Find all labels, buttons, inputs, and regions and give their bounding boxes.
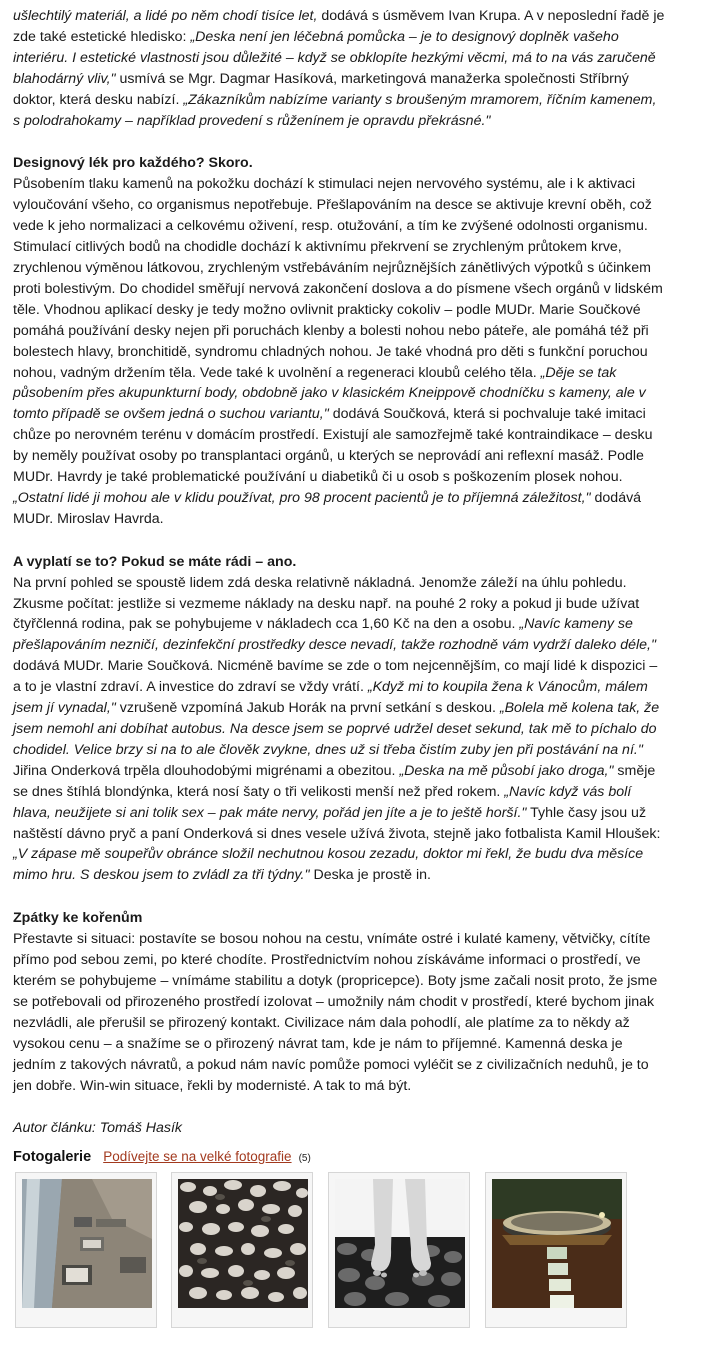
author-credit: Autor článku: Tomáš Hasík [13,1120,183,1137]
gallery-title: Fotogalerie [13,1149,92,1165]
intro-quote: „Zákazníkům nabízíme varianty s broušeným mramorem, říčním kamenem, s polodrahokamy – například provedení s růženínem je opravdu překrásné." [13,91,657,129]
paragraph-text: Tyhle časy jsou už naštěstí dávno pryč a paní Onderková si dnes vesele užívá života, stejně jako fotbalista Kamil Hloušek: [13,804,661,842]
section-paragraph [13,573,665,887]
paragraph-text: Deska je prostě in. [309,867,431,884]
section-heading: Designový lék pro každého? Skoro. [13,155,253,172]
paragraph-text: Jiřina Onderková trpěla dlouhodobými migrénami a obezitou. [13,762,400,779]
photo-bathroom-floor-icon [22,1179,152,1308]
intro-paragraph [13,6,665,131]
paragraph-quote: „Navíc kameny se přešlapováním nezničí, dezinfekční prostředky desce nevadí, takže rozhodně vám vydrží daleko déle," [13,616,657,654]
thumbnail-strip [13,1172,693,1328]
paragraph-quote: „Děje se tak působením přes akupunkturní body, obdobně jako v klasickém Kneippově chodníčku s kameny, ale v tomto případě se ovšem jedná o suchou variantu," [13,364,646,423]
intro-text: usmívá se Mgr. Dagmar Hasíková, marketingová manažerka společnosti Stříbrný doktor, která desku nabízí. [13,70,629,108]
paragraph-text: dodává MUDr. Marie Součková. Nicméně bavíme se zde o tom nejcennějším, co mají lidé k dispozici – a to je vlastní zdraví. A investice do zdraví se vždy vrátí. [13,658,658,696]
photo-feet-on-stones-icon [335,1179,465,1308]
section-heading: A vyplatí se to? Pokud se máte rádi – ano. [13,553,297,570]
paragraph-text: vzrušeně vzpomíná Jakub Horák na první setkání s deskou. [115,700,500,717]
paragraph-quote: „V zápase mě soupeřův obránce složil nechutnou kosou zezadu, doktor mi řekl, že budu dva měsíce mimo hru. S deskou jsem to zvládl za tři týdny." [13,846,644,884]
paragraph-text: Působením tlaku kamenů na pokožku dochází k stimulaci nejen nervového systému, ale i k aktivaci vyloučování všeho, co organismus nepotřebuje. Přešlapováním na desce se aktivuje krevní oběh, což vede k jeho normalizaci a celkovému oživení, resp. otužování, a tím ke zvýšené odolnosti organismu. Stimulací citlivých bodů na chodidle dochází k aktivnímu překrvení se zrychleným průtokem krve, zrychlenou výměnou látkovou, zrychleným vstřebáváním nejrůznějších zánětlivých výpotků s účinkem proti bolestivým. Do chodidel směřují nervová zakončení doslova a do písmene všech orgánů v lidském těle. Vhodnou aplikací desky je tedy možno ovlivnit prakticky cokoliv – podle MUDr. Marie Součkové pomáhá používání desky nejen při poruchách klenby a bolesti nohou nebo páteře, ale pomáhá též při bolestech hlavy, bronchitidě, syndromu chladných nohou. Je také vhodná pro děti s funkční poruchou nohou, vadným držením těla. Vede také k uvolnění a regeneraci kloubů celého těla. [13,176,663,381]
gallery-header [13,1147,693,1167]
photo-count: (5) [298,1153,311,1164]
intro-quote: ušlechtilý materiál, a lidé po něm chodí tisíce let, [13,8,318,24]
section-heading: Zpátky ke kořenům [13,910,143,927]
paragraph-quote: „Ostatní lidé ji mohou ale v klidu používat, pro 98 procent pacientů je to příjemná záležitost," [13,489,591,506]
section-paragraph: Přestavte si situaci: postavíte se bosou nohou na cestu, vnímáte ostré i kulaté kameny, větvičky, cítíte přímo pod sebou zemi, po které chodíte. Prostřednictvím nohou získáváme informaci o prostředí, ve kterém se pohybujeme – vnímáme stabilitu a dotyk (propricepce). Boty jsme začali nosit proto, že jsme se potřebovali od přirozeného prostředí izolovat – umožnily nám chodit v prostředí, které bychom jinak nezvládli, ale přerušil se přirozený kontakt. Civilizace nám dala pohodlí, ale platíme za to někdy až vysokou cenu – a snažíme se o přirozený návrat tam, kde je nám to příjemné. Kamenná deska je jedním z takových návratů, a pokud nám navíc pomůže pomoci vyléčit se z civilizačních neduhů, je to jen dobře. Win-win situace, řekli by modernisté. A tak to má být. [13,931,658,1094]
gallery-thumbnail[interactable] [328,1172,470,1328]
gallery-thumbnail[interactable] [485,1172,627,1328]
view-large-photos-link[interactable]: Podívejte se na velké fotografie [103,1149,292,1164]
paragraph-quote: „Když mi to koupila žena k Vánocům, málem jsem jí vynadal," [13,679,648,717]
intro-text: dodává s úsměvem Ivan Krupa. A v neposlední řadě je zde také estetické hledisko: [13,8,665,45]
paragraph-quote: „Navíc když vás bolí hlava, neužijete si ani tolik sex – pak máte nervy, pořád jen jíte a je to ještě horší." [13,783,632,821]
gallery-thumbnail[interactable] [171,1172,313,1328]
article-body [13,6,665,1139]
intro-quote: „Deska není jen léčebná pomůcka – je to designový doplněk vašeho interiéru. I estetické vlastnosti jsou důležité – když se obklopíte hezkými věcmi, má to na vás zaručeně blahodárný vliv," [13,28,656,87]
photo-gallery [13,1147,693,1328]
paragraph-text: Na první pohled se spoustě lidem zdá deska relativně nákladná. Jenomže záleží na úhlu pohledu. Zkusme počítat: jestliže si vezmeme náklady na desku např. na pouhé 2 roky a pokud ji bude užívat čtyřčlenná rodina, pak se pohybujeme v nákladech cca 1,60 Kč na den a osobu. [13,574,640,633]
paragraph-text: dodává Součková, která si pochvaluje také imitaci chůze po nerovném terénu v domácím prostředí. Existují ale samozřejmě také kontraindikace – desku by neměly používat osoby po transplantaci orgánů, u kterých se neprovádí ani reflexní masáž. Podle MUDr. Havrdy je také problematické používání u diabetiků či u osob s poškozením plosek nohou. [13,406,653,486]
paragraph-text: dodává MUDr. Miroslav Havrda. [13,489,642,527]
gallery-thumbnail[interactable] [15,1172,157,1328]
section-paragraph [13,174,665,529]
paragraph-quote: „Deska na mě působí jako droga," [399,762,614,779]
paragraph-quote: „Bolela mě kolena tak, že jsem nemohl ani dobíhat autobus. Na desce jsem se poprvé udržel deset sekund, tak mě to píchalo do chodidel. Velice brzy si na to ale člověk zvykne, dnes už si třeba čistím zuby jen při postávání na ní." [13,700,660,758]
paragraph-text: směje se dnes štíhlá blondýnka, která nosí šaty o tři velikosti menší než před rokem. [13,762,656,800]
photo-garden-path-night-icon [492,1179,622,1308]
photo-pebble-mat-icon [178,1179,308,1308]
